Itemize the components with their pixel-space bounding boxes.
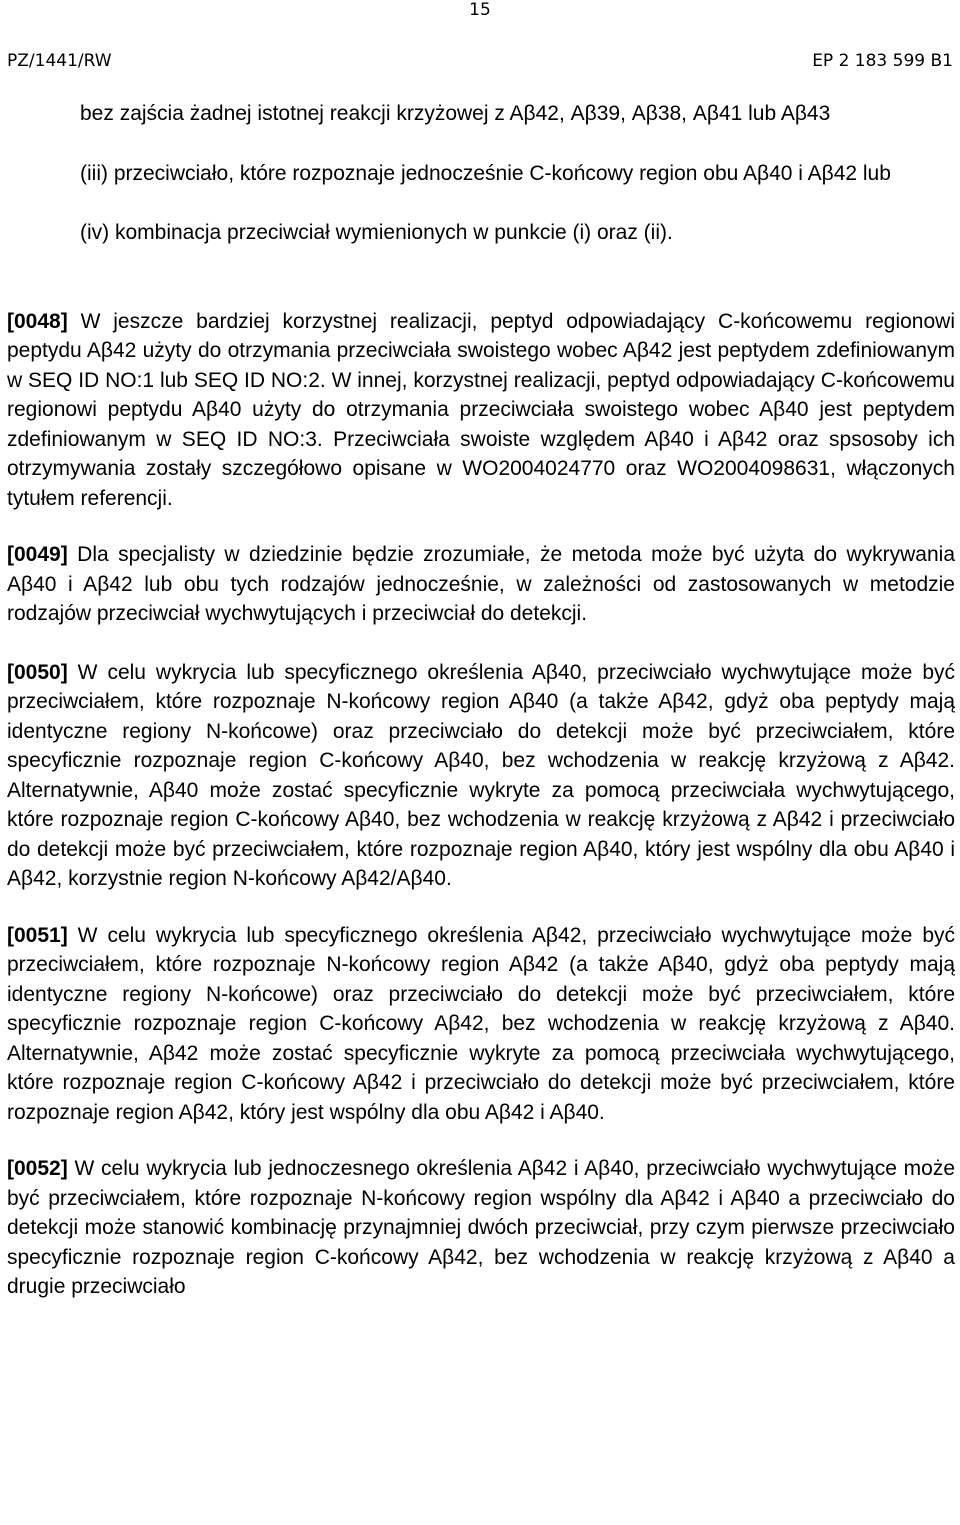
paragraph-number: [0048] (7, 309, 68, 333)
paragraph-number: [0050] (7, 660, 68, 684)
paragraph-0050 (7, 658, 955, 894)
paragraph-text: Dla specjalisty w dziedzinie będzie zrozumiałe, że metoda może być użyta do wykrywania Aβ40 i Aβ42 lub obu tych rodzajów jednocześnie, w zależności od zastosowanych w metodzie rodzajów przeciwciał wychwytujących i przeciwciał do detekcji. (7, 543, 955, 625)
list-item: bez zajścia żadnej istotnej reakcji krzyżowej z Aβ42, Aβ39, Aβ38, Aβ41 lub Aβ43 (80, 102, 831, 125)
paragraph-number: [0051] (7, 923, 68, 947)
paragraph-text: W celu wykrycia lub jednoczesnego określenia Aβ42 i Aβ40, przeciwciało wychwytujące może być przeciwciałem, które rozpoznaje N-końcowy region wspólny dla Aβ42 i Aβ40 a przeciwciało do detekcji może stanowić kombinację przynajmniej dwóch przeciwciał, przy czym pierwsze przeciwciało specyficznie rozpoznaje region C-końcowy Aβ42, bez wchodzenia w reakcję krzyżową z Aβ40 a drugie przeciwciało (7, 1157, 955, 1298)
paragraph-0049 (7, 540, 955, 629)
paragraph-0048 (7, 307, 955, 514)
paragraph-text: W celu wykrycia lub specyficznego określenia Aβ40, przeciwciało wychwytujące może być przeciwciałem, które rozpoznaje N-końcowy region Aβ40 (a także Aβ42, gdyż oba peptydy mają identyczne regiony N-końcowe) oraz przeciwciało do detekcji może być przeciwciałem, które specyficznie rozpoznaje region C-końcowy Aβ40, bez wchodzenia w reakcję krzyżową z Aβ42. Alternatywnie, Aβ40 może zostać specyficznie wykryte za pomocą przeciwciała wychwytującego, które rozpoznaje region C-końcowy Aβ40, bez wchodzenia w reakcję krzyżową z Aβ42 i przeciwciało do detekcji może być przeciwciałem, które rozpoznaje region Aβ40, który jest wspólny dla obu Aβ40 i Aβ42, korzystnie region N-końcowy Aβ42/Aβ40. (7, 660, 955, 890)
document-reference: PZ/1441/RW (7, 51, 112, 71)
list-item: (iv) kombinacja przeciwciał wymienionych w punkcie (i) oraz (ii). (80, 221, 673, 244)
document-body (7, 99, 955, 1302)
paragraph-number: [0052] (7, 1157, 68, 1180)
paragraph-text: W celu wykrycia lub specyficznego określenia Aβ42, przeciwciało wychwytujące może być przeciwciałem, które rozpoznaje N-końcowy region Aβ42 (a także Aβ40, gdyż oba peptydy mają identyczne regiony N-końcowe) oraz przeciwciało do detekcji może być przeciwciałem, które specyficznie rozpoznaje region C-końcowy Aβ42, bez wchodzenia w reakcję krzyżową z Aβ40. Alternatywnie, Aβ42 może zostać specyficznie wykryte za pomocą przeciwciała wychwytującego, które rozpoznaje region C-końcowy Aβ42 i przeciwciało do detekcji może być przeciwciałem, które rozpoznaje region Aβ42, który jest wspólny dla obu Aβ42 i Aβ40. (7, 923, 955, 1124)
page-number: 15 (469, 0, 491, 20)
paragraph-text: W jeszcze bardziej korzystnej realizacji, peptyd odpowiadający C-końcowemu regionowi peptydu Aβ42 użyty do otrzymania przeciwciała swoistego wobec Aβ42 jest peptydem zdefiniowanym w SEQ ID NO:1 lub SEQ ID NO:2. W innej, korzystnej realizacji, peptyd odpowiadający C-końcowemu regionowi peptydu Aβ40 użyty do otrzymania przeciwciała swoistego wobec Aβ40 jest peptydem zdefiniowanym w SEQ ID NO:3. Przeciwciała swoiste względem Aβ40 i Aβ42 oraz spsosoby ich otrzymywania zostały szczegółowo opisane w WO2004024770 oraz WO2004098631, włączonych tytułem referencji. (7, 309, 955, 510)
patent-number: EP 2 183 599 B1 (812, 51, 953, 71)
paragraph-0051 (7, 921, 955, 1128)
paragraph-number: [0049] (7, 543, 68, 566)
list-item: (iii) przeciwciało, które rozpoznaje jednocześnie C-końcowy region obu Aβ40 i Aβ42 lub (80, 161, 891, 185)
paragraph-0052 (7, 1154, 955, 1302)
